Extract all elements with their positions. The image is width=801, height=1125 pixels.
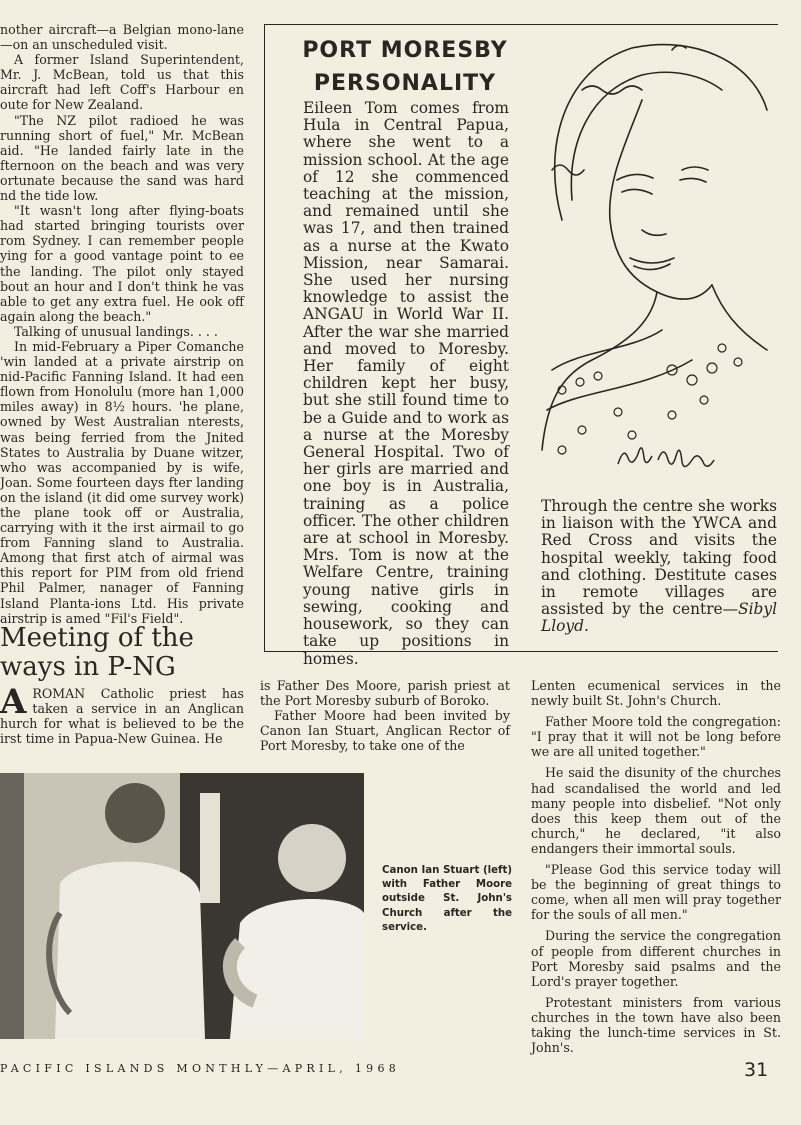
paragraph: During the service the congregation of people from different churches in Port Moresby said psalms and the Lord's prayer together. [531,928,781,989]
left-column-article [0,22,244,626]
paragraph: He said the disunity of the churches had scandalised the world and led many people into disbelief. "Not only does this keep them out of the church," he declared, "it also endangers their immortal souls. [531,765,781,856]
drop-cap: A [0,682,27,722]
paragraph: A former Island Superintendent, Mr. J. McBean, told us that this aircraft had left Coff's Harbour en oute for New Zealand. [0,52,244,113]
article-intro [0,682,244,747]
page-number: 31 [744,1059,769,1081]
paragraph: In mid-February a Piper Comanche 'win landed at a private airstrip on nid-Pacific Fanning Island. It had een flown from Honolulu (more han 1,000 miles away) in 8½ hours. 'he plane, owned by West Australian nterests, was being ferried from the Jnited States to Australia by Duane witzer, who was accompanied by is wife, Joan. Some fourteen days fter landing on the island (it did ome survey work) the plane took off or Australia, carrying with it the irst airmail to go from Fanning sland to Australia. Among that first atch of airmal was this report for PIM from old friend Phil Palmer, nanager of Fanning Island Planta-ions Ltd. His private airstrip is amed "Fil's Field". [0,338,244,626]
paragraph: "The NZ pilot radioed he was running short of fuel," Mr. McBean aid. "He landed fairly late in the fternoon on the beach and was very ortunate because the sand was hard nd the tide low. [0,112,244,204]
paragraph: is Father Des Moore, parish priest at the Port Moresby suburb of Boroko. [260,678,510,709]
middle-column-article [260,678,510,753]
paragraph: nother aircraft—a Belgian mono-lane—on an unscheduled visit. [0,22,244,53]
photo-image [0,773,364,1039]
article-headline: Meeting of the ways in P-NG [0,623,194,682]
paragraph: Father Moore told the congregation: "I pray that it will not be long before we are all united together." [531,714,781,760]
feature-side-text [541,498,777,636]
news-photo [0,773,364,1039]
portrait-sketch [522,30,778,478]
artist-signature [612,434,732,474]
paragraph: Talking of unusual landings. . . . [14,323,218,339]
paragraph: Father Moore had been invited by Canon Ian Stuart, Anglican Rector of Port Moresby, to take one of the [260,708,510,754]
intro-text: ROMAN Catholic priest has taken a service in an Anglican hurch for what is believed to be the irst time in Papua-New Guinea. He [0,686,244,747]
feature-title: PORT MORESBY PERSONALITY [302,38,508,96]
paragraph: "It wasn't long after flying-boats had started bringing tourists over rom Sydney. I can remember people ying for a good vantage point to ee the landing. The pilot only stayed bout an hour and I don't think he vas able to get any extra fuel. He ook off again along the beach." [0,203,244,324]
running-footer: PACIFIC ISLANDS MONTHLY—APRIL, 1968 [0,1062,401,1075]
feature-body: Eileen Tom comes from Hula in Central Papua, where she went to a mission school. At the age of 12 she commenced teaching at the mission, and remained until she was 17, and then trained as a nurse at the Kwato Mission, near Samarai. She used her nursing knowledge to assist the ANGAU in World War II. After the war she married and moved to Moresby. Her family of eight children kept her busy, but she still found time to be a Guide and to work as a nurse at the Moresby General Hospital. Two of her girls are married and one boy is in Australia, training as a police officer. The other children are at school in Moresby. Mrs. Tom is now at the Welfare Centre, training young native girls in sewing, cooking and housework, so they can take up positions in homes. [303,99,509,668]
paragraph: "Please God this service today will be the beginning of great things to come, when all men will pray together for the souls of all men." [531,862,781,923]
side-text: Through the centre she works in liaison with the YWCA and Red Cross and visits the hospital weekly, taking food and clothing. Destitute cases in remote villages are assisted by the centre— [541,497,777,619]
paragraph: Protestant ministers from various churches in the town have also been taking the lunch-time services in St. John's. [531,994,781,1056]
photo-caption: Canon Ian Stuart (left) with Father Moore outside St. John's Church after the service. [382,865,512,933]
paragraph: Lenten ecumenical services in the newly built St. John's Church. [531,678,781,709]
right-column-article [531,678,781,1055]
side-signature: Sibyl Lloyd. [541,600,777,636]
